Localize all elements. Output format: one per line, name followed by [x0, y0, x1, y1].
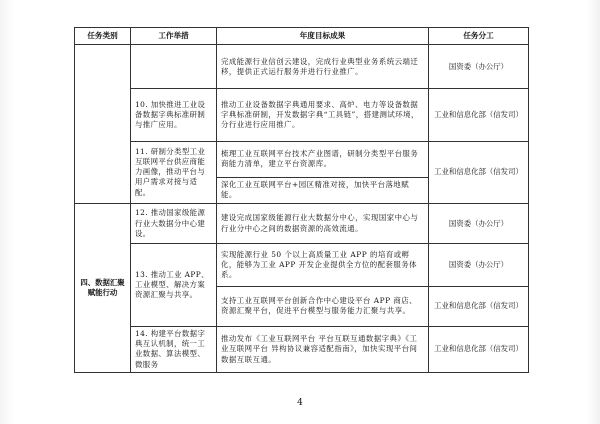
table-row	[75, 45, 529, 89]
dept-cell: 工业和信息化部（信发司）	[429, 286, 529, 326]
table-row	[75, 89, 529, 141]
goal-cell: 推动工业设备数据字典通用要求、高炉、电力等设备数据字典标准研制，开发数据字典“工具链”，搭建测试环境，分行业进行应用推广。	[217, 89, 429, 141]
task-table	[74, 27, 529, 373]
measure-cell: 14. 构建平台数据字典互认机制，统一工业数据、算法模型、微服务	[131, 326, 217, 372]
dept-cell: 工业和信息化部（信发司）	[429, 326, 529, 372]
measure-cell: 11. 研制分类型工业互联网平台供应商能力画像，推动平台与用户需求对接与适配。	[131, 141, 217, 203]
header-measure: 工作举措	[131, 28, 217, 45]
goal-cell: 梳理工业互联网平台技术产业图谱，研制分类型平台服务商能力清单，建立平台资源库。	[217, 141, 429, 177]
goal-cell: 实现能源行业 50 个以上高质量工业 APP 的培育或孵化，能够为工业 APP 开发企业提供全方位的配套服务体系。	[217, 244, 429, 286]
table-row	[75, 204, 529, 244]
header-row	[75, 28, 529, 45]
goal-cell: 推动发布《工业互联网平台 平台互联互通数据字典》《工业互联网平台 异构协议兼容适配指南》，加快实现平台间数据互联互通。	[217, 326, 429, 372]
goal-cell: 建设完成国家级能源行业大数据分中心，实现国家中心与行业分中心之间的数据资源的高效流通。	[217, 204, 429, 244]
table-row	[75, 244, 529, 286]
category-cell: 四、数据汇聚赋能行动	[75, 204, 131, 373]
page-number: 4	[297, 398, 303, 408]
measure-cell: 10. 加快推进工业设备数据字典标准研制与推广应用。	[131, 89, 217, 141]
goal-cell: 深化工业互联网平台+园区精准对接，加快平台落地赋能。	[217, 177, 429, 203]
dept-cell: 国资委（办公厅）	[429, 204, 529, 244]
goal-cell: 支持工业互联网平台创新合作中心建设平台 APP 商店、资源汇聚平台，促进平台模型与服务能力汇聚与共享。	[217, 286, 429, 326]
measure-cell: 13. 推动工业 APP、工业模型、解决方案资源汇聚与共享。	[131, 244, 217, 327]
table-row	[75, 141, 529, 177]
measure-cell: 12. 推动国家级能源行业大数据分中心建设。	[131, 204, 217, 244]
header-goal: 年度目标成果	[217, 28, 429, 45]
dept-cell: 国资委（办公厅）	[429, 45, 529, 89]
category-cell-empty	[75, 45, 131, 204]
goal-cell: 完成能源行业信创云建设，完成行业典型业务系统云端迁移，提供正式运行服务并进行行业推广。	[217, 45, 429, 89]
dept-cell: 国资委（办公厅）	[429, 244, 529, 286]
dept-cell: 工业和信息化部（信发司）	[429, 89, 529, 141]
measure-cell-empty	[131, 45, 217, 89]
header-category: 任务类别	[75, 28, 131, 45]
table-row	[75, 326, 529, 372]
dept-cell: 工业和信息化部（信发司）	[429, 141, 529, 203]
header-dept: 任务分工	[429, 28, 529, 45]
